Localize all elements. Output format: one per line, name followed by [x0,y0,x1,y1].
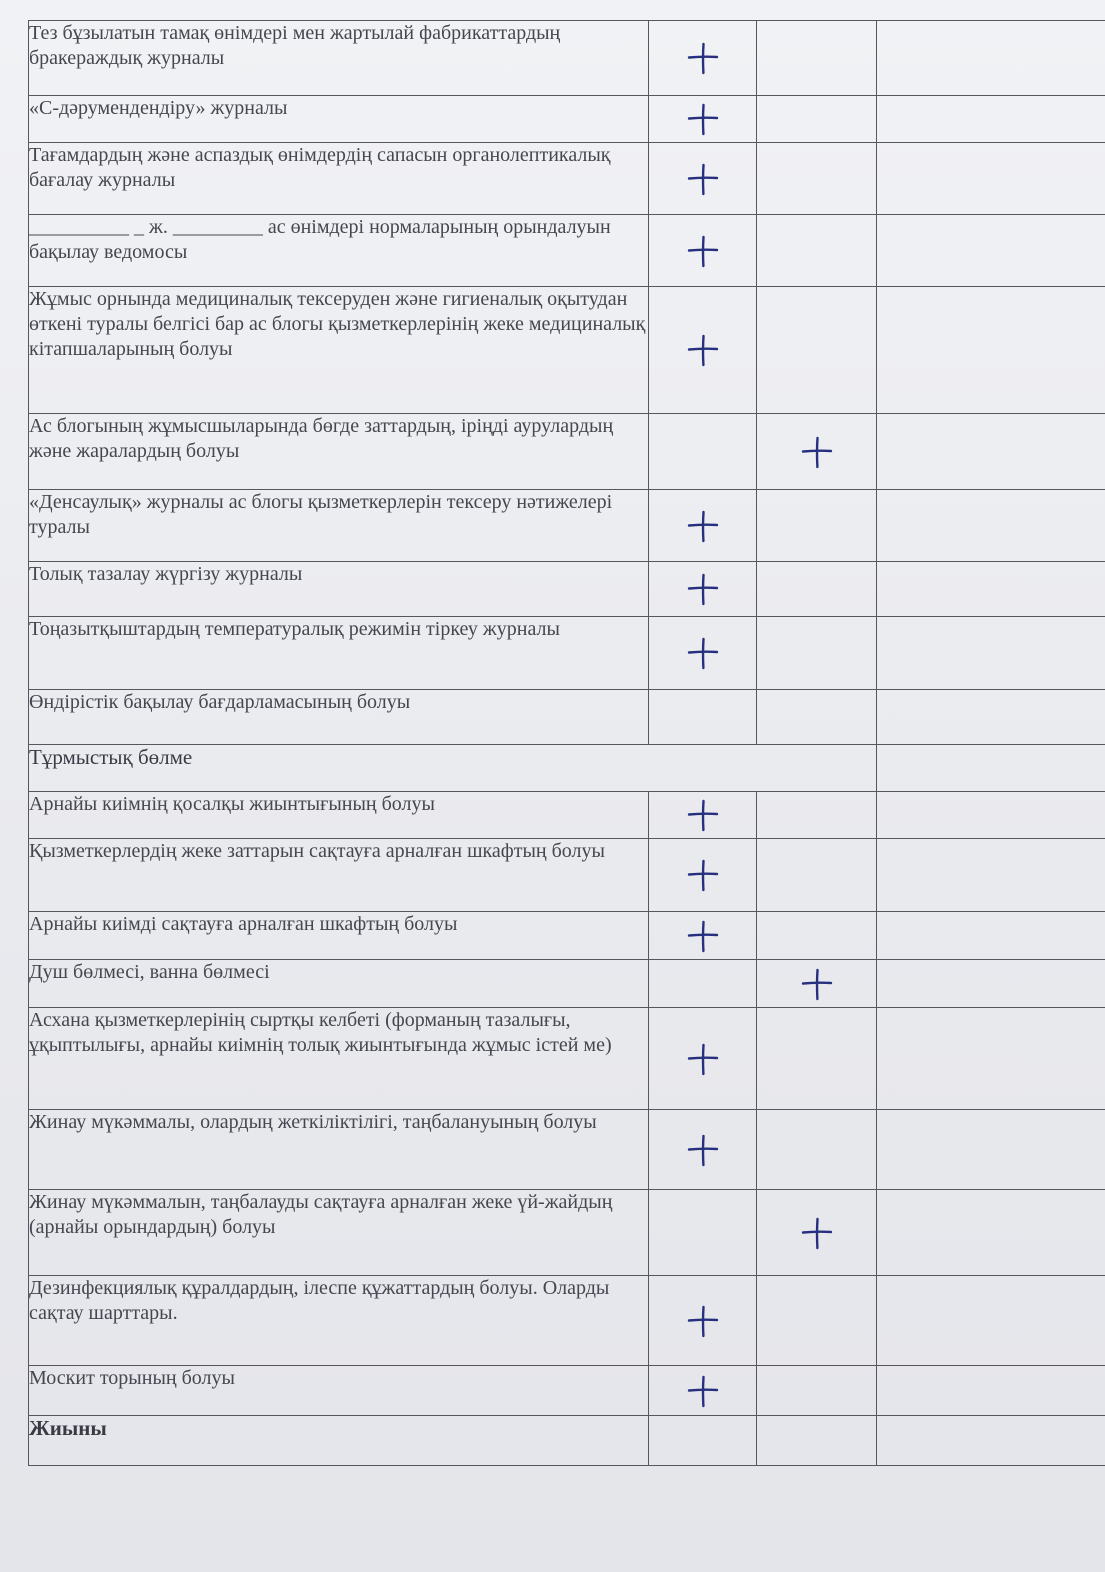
yes-cell-value [649,1366,650,1367]
yes-cell-value [649,839,650,840]
yes-cell-value [649,490,650,491]
yes-cell-value [649,1276,650,1277]
note-total-cell[interactable] [877,1416,1105,1466]
no-cell-value [757,960,758,961]
yes-cell[interactable] [649,562,757,617]
criterion-label: Душ бөлмесі, ванна бөлмесі [29,960,649,1008]
total-row [29,1416,1105,1466]
yes-cell-value [649,912,650,913]
table-row [29,690,1105,745]
note-cell[interactable] [877,792,1105,839]
note-cell[interactable] [877,617,1105,690]
no-cell[interactable] [757,839,877,912]
table-row [29,1366,1105,1416]
no-cell[interactable] [757,1008,877,1110]
yes-cell[interactable] [649,96,757,143]
note-cell[interactable] [877,490,1105,562]
yes-cell[interactable] [649,1190,757,1276]
note-cell[interactable] [877,96,1105,143]
no-cell[interactable] [757,143,877,215]
note-cell[interactable] [877,839,1105,912]
criterion-label: «Денсаулық» журналы ас блогы қызметкерлерін тексеру нәтижелері туралы [29,490,649,562]
table-row [29,143,1105,215]
yes-cell[interactable] [649,414,757,490]
yes-cell-value [649,1110,650,1111]
no-total-cell[interactable] [757,1416,877,1466]
criterion-label: Тез бұзылатын тамақ өнімдері мен жартылай фабрикаттардың бракераждық журналы [29,21,649,96]
no-cell[interactable] [757,617,877,690]
yes-cell[interactable] [649,1366,757,1416]
note-cell[interactable] [877,414,1105,490]
handwritten-plus-mark [685,1041,721,1077]
table-row [29,96,1105,143]
yes-cell-value [649,287,650,288]
note-cell[interactable] [877,562,1105,617]
handwritten-plus-mark [685,571,721,607]
table-row [29,490,1105,562]
yes-cell[interactable] [649,490,757,562]
criterion-label: «С-дәрумендендіру» журналы [29,96,649,143]
handwritten-plus-mark [685,1132,721,1168]
yes-cell[interactable] [649,690,757,745]
criterion-label: Тағамдардың және аспаздық өнімдердің сапасын органолептикалық бағалау журналы [29,143,649,215]
yes-cell-value [649,562,650,563]
section-title: Тұрмыстық бөлме [29,745,877,792]
criterion-label: Жұмыс орнында медициналық тексеруден және гигиеналық оқытудан өткені туралы белгісі бар ас блогы қызметкерлерінің жеке медициналық кітапшаларының болуы [29,287,649,414]
handwritten-plus-mark [799,1215,835,1251]
yes-cell-value [649,21,650,22]
note-cell[interactable] [877,143,1105,215]
yes-cell[interactable] [649,143,757,215]
no-cell[interactable] [757,414,877,490]
handwritten-plus-mark [799,434,835,470]
note-cell[interactable] [877,960,1105,1008]
yes-cell[interactable] [649,215,757,287]
table-row [29,792,1105,839]
no-cell[interactable] [757,912,877,960]
handwritten-plus-mark [685,161,721,197]
handwritten-plus-mark [685,508,721,544]
no-cell-value [757,414,758,415]
yes-cell[interactable] [649,1276,757,1366]
no-cell[interactable] [757,96,877,143]
note-cell[interactable] [877,745,1105,792]
handwritten-plus-mark [685,101,721,137]
table-row [29,414,1105,490]
handwritten-plus-mark [685,1373,721,1409]
no-cell[interactable] [757,1190,877,1276]
table-row [29,617,1105,690]
yes-cell-value [649,215,650,216]
table-row [29,287,1105,414]
no-cell[interactable] [757,215,877,287]
no-cell[interactable] [757,690,877,745]
note-cell[interactable] [877,1190,1105,1276]
criterion-label: Ас блогының жұмысшыларында бөгде заттардың, іріңді аурулардың және жаралардың болуы [29,414,649,490]
criterion-label: Арнайы киімнің қосалқы жиынтығының болуы [29,792,649,839]
no-cell[interactable] [757,490,877,562]
yes-cell[interactable] [649,287,757,414]
no-cell[interactable] [757,287,877,414]
handwritten-plus-mark [685,233,721,269]
yes-cell-value [649,1008,650,1009]
handwritten-plus-mark [685,918,721,954]
table-row [29,960,1105,1008]
yes-total-cell[interactable] [649,1416,757,1466]
yes-cell-value [649,792,650,793]
handwritten-plus-mark [685,1303,721,1339]
no-cell[interactable] [757,562,877,617]
note-cell[interactable] [877,1366,1105,1416]
handwritten-plus-mark [799,966,835,1002]
table-row [29,1276,1105,1366]
table-row [29,1190,1105,1276]
yes-cell[interactable] [649,1008,757,1110]
yes-cell-value [649,96,650,97]
handwritten-plus-mark [685,332,721,368]
yes-cell[interactable] [649,839,757,912]
no-cell[interactable] [757,1276,877,1366]
yes-cell[interactable] [649,617,757,690]
table-row [29,839,1105,912]
note-cell[interactable] [877,215,1105,287]
no-cell-value [757,1190,758,1191]
criterion-label: Москит торының болуы [29,1366,649,1416]
handwritten-plus-mark [685,857,721,893]
note-cell[interactable] [877,690,1105,745]
yes-cell[interactable] [649,960,757,1008]
table-row [29,215,1105,287]
yes-cell-value [649,617,650,618]
yes-cell[interactable] [649,21,757,96]
no-cell[interactable] [757,1110,877,1190]
table-row [29,562,1105,617]
table-row [29,1110,1105,1190]
total-label: Жиыны [29,1416,649,1466]
yes-cell[interactable] [649,792,757,839]
criterion-label: Толық тазалау жүргізу журналы [29,562,649,617]
handwritten-plus-mark [685,635,721,671]
criterion-label: Өндірістік бақылау бағдарламасының болуы [29,690,649,745]
criterion-label: Дезинфекциялық құралдардың, ілеспе құжаттардың болуы. Оларды сақтау шарттары. [29,1276,649,1366]
criterion-label: Қызметкерлердің жеке заттарын сақтауға арналған шкафтың болуы [29,839,649,912]
note-cell[interactable] [877,21,1105,96]
no-cell[interactable] [757,21,877,96]
criterion-label: __________ _ ж. _________ ас өнімдері нормаларының орындалуын бақылау ведомосы [29,215,649,287]
note-cell[interactable] [877,1008,1105,1110]
note-cell[interactable] [877,912,1105,960]
criterion-label: Арнайы киімді сақтауға арналған шкафтың болуы [29,912,649,960]
no-cell[interactable] [757,1366,877,1416]
note-cell[interactable] [877,287,1105,414]
handwritten-plus-mark [685,40,721,76]
table-row [29,21,1105,96]
section-row [29,745,1105,792]
yes-cell-value [649,143,650,144]
note-cell[interactable] [877,1110,1105,1190]
yes-cell[interactable] [649,912,757,960]
criterion-label: Жинау мүкәммалы, олардың жеткіліктілігі, таңбалануының болуы [29,1110,649,1190]
no-cell[interactable] [757,960,877,1008]
criterion-label: Тоңазытқыштардың температуралық режимін тіркеу журналы [29,617,649,690]
criterion-label: Асхана қызметкерлерінің сыртқы келбеті (форманың тазалығы, ұқыптылығы, арнайы киімнің толық жиынтығында жұмыс істей ме) [29,1008,649,1110]
table-row [29,912,1105,960]
note-cell[interactable] [877,1276,1105,1366]
yes-cell[interactable] [649,1110,757,1190]
no-cell[interactable] [757,792,877,839]
checklist-body [29,21,1105,1466]
checklist-table [28,20,1105,1466]
handwritten-plus-mark [685,797,721,833]
criterion-label: Жинау мүкәммалын, таңбалауды сақтауға арналған жеке үй-жайдың (арнайы орындардың) болуы [29,1190,649,1276]
table-row [29,1008,1105,1110]
